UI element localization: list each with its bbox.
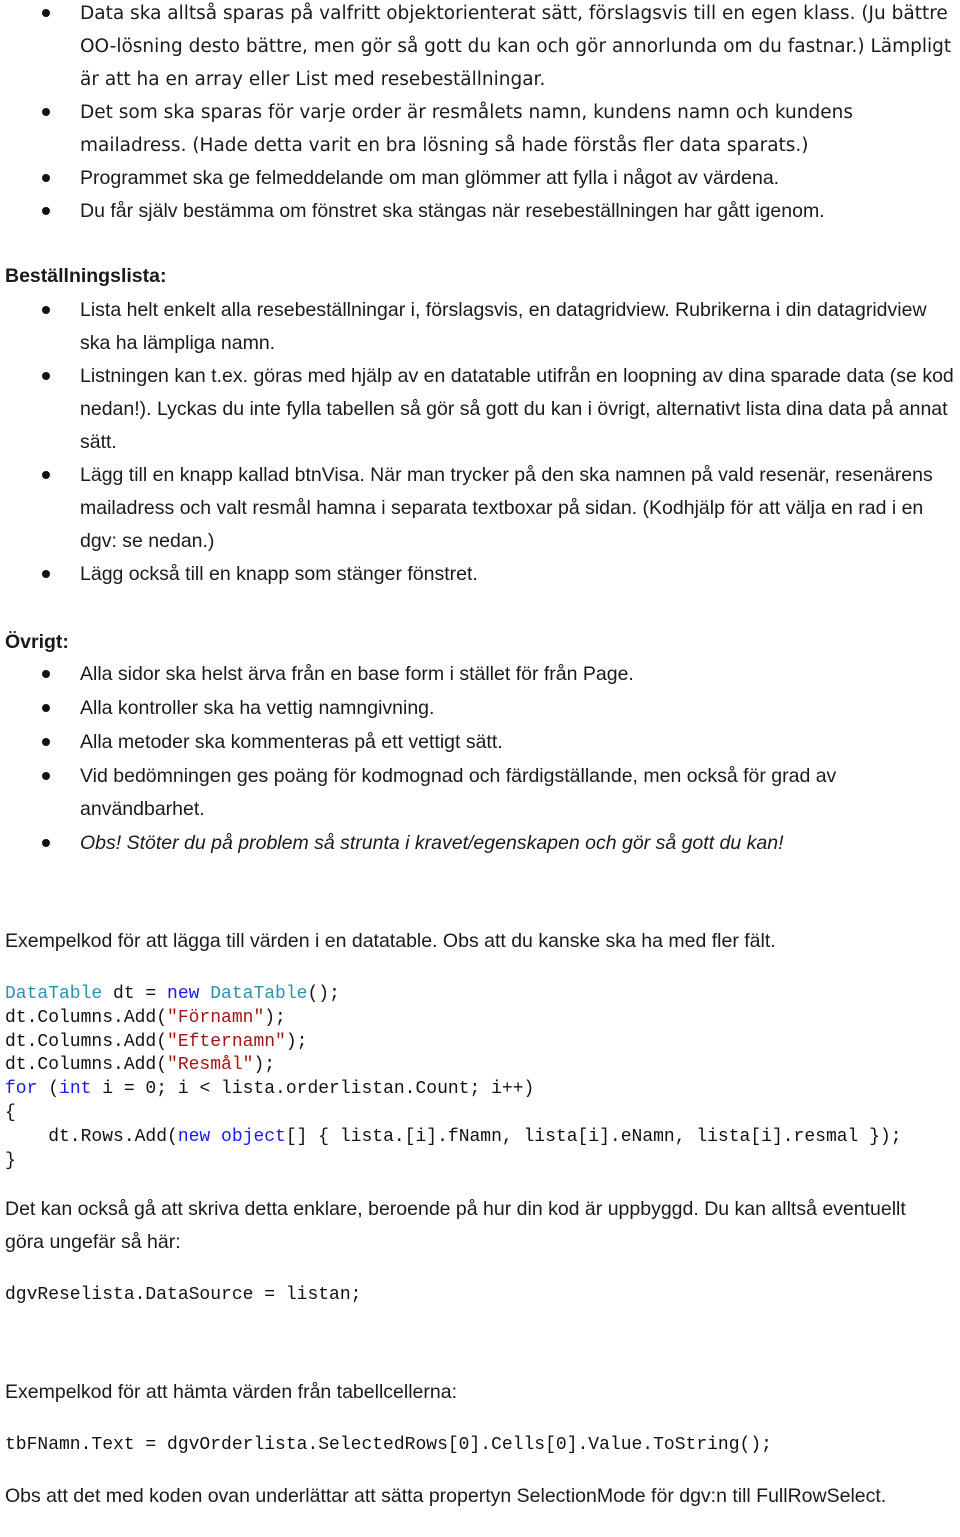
list-item: Vid bedömningen ges poäng för kodmognad och färdigställande, men också för grad av användbarhet. <box>80 765 837 820</box>
list-item: Det som ska sparas för varje order är resmålets namn, kundens namn och kundens mailadress. (Hade detta varit en bra lösning så hade förstås fler data sparats.) <box>80 102 853 156</box>
list-item: Lägg till en knapp kallad btnVisa. När man trycker på den ska namnen på vald resenär, resenärens mailadress och valt resmål hamna i separata textboxar på sidan. (Kodhjälp för att välja en rad i en dgv: se nedan.) <box>80 464 933 552</box>
list-item: Alla metoder ska kommenteras på ett vettigt sätt. <box>80 731 503 753</box>
ovrigt-bullet-list <box>0 658 960 860</box>
list-item: Data ska alltså sparas på valfritt objektorienterat sätt, förslagsvis till en egen klass. (Ju bättre OO-lösning desto bättre, men gör så gott du kan och gör annorlunda om du fastnar.) Lämpligt är att ha en array eller List med resebeställningar. <box>80 3 952 90</box>
example2-intro: Det kan också gå att skriva detta enklare, beroende på hur din kod är uppbyggd. Du kan alltså eventuellt göra ungefär så här: <box>5 1198 906 1253</box>
section-heading-bestallningslista: Beställningslista: <box>5 265 167 287</box>
bestallningslista-bullet-list <box>0 294 960 591</box>
list-item: Lägg också till en knapp som stänger fönstret. <box>80 563 478 585</box>
intro-bullet-list <box>0 0 960 228</box>
list-item: Obs! Stöter du på problem så strunta i kravet/egenskapen och gör så gott du kan! <box>80 832 784 854</box>
list-item: Lista helt enkelt alla resebeställningar i, förslagsvis, en datagridview. Rubrikerna i din datagridview ska ha lämpliga namn. <box>80 299 927 354</box>
list-item: Alla kontroller ska ha vettig namngivning. <box>80 697 435 719</box>
list-item: Listningen kan t.ex. göras med hjälp av en datatable utifrån en loopning av dina sparade data (se kod nedan!). Lyckas du inte fylla tabellen så gör så gott du kan i övrigt, alternativt lista dina data på annat sätt. <box>80 365 954 453</box>
list-item: Alla sidor ska helst ärva från en base form i stället för från Page. <box>80 663 634 685</box>
code-block-selectedrows: tbFNamn.Text = dgvOrderlista.SelectedRows[0].Cells[0].Value.ToString(); <box>5 1435 772 1455</box>
code-block-datatable: DataTable dt = new DataTable(); dt.Columns.Add("Förnamn"); dt.Columns.Add("Efternamn"); dt.Columns.Add("Resmål"); for (int i = 0; i < lista.orderlistan.Count; i++) { dt.Rows.Add(new object[] { lista.[i].fNamn, lista[i].eNamn, lista[i].resmal }); } <box>5 984 902 1171</box>
list-item: Programmet ska ge felmeddelande om man glömmer att fylla i något av värdena. <box>80 167 780 189</box>
example1-intro: Exempelkod för att lägga till värden i en datatable. Obs att du kanske ska ha med fler fält. <box>5 930 776 952</box>
code-block-datasource: dgvReselista.DataSource = listan; <box>5 1285 362 1305</box>
footer-note: Obs att det med koden ovan underlättar att sätta propertyn SelectionMode för dgv:n till FullRowSelect. <box>5 1485 887 1507</box>
example3-intro: Exempelkod för att hämta värden från tabellcellerna: <box>5 1381 457 1403</box>
section-heading-ovrigt: Övrigt: <box>5 631 69 653</box>
list-item: Du får själv bestämma om fönstret ska stängas när resebeställningen har gått igenom. <box>80 200 825 222</box>
